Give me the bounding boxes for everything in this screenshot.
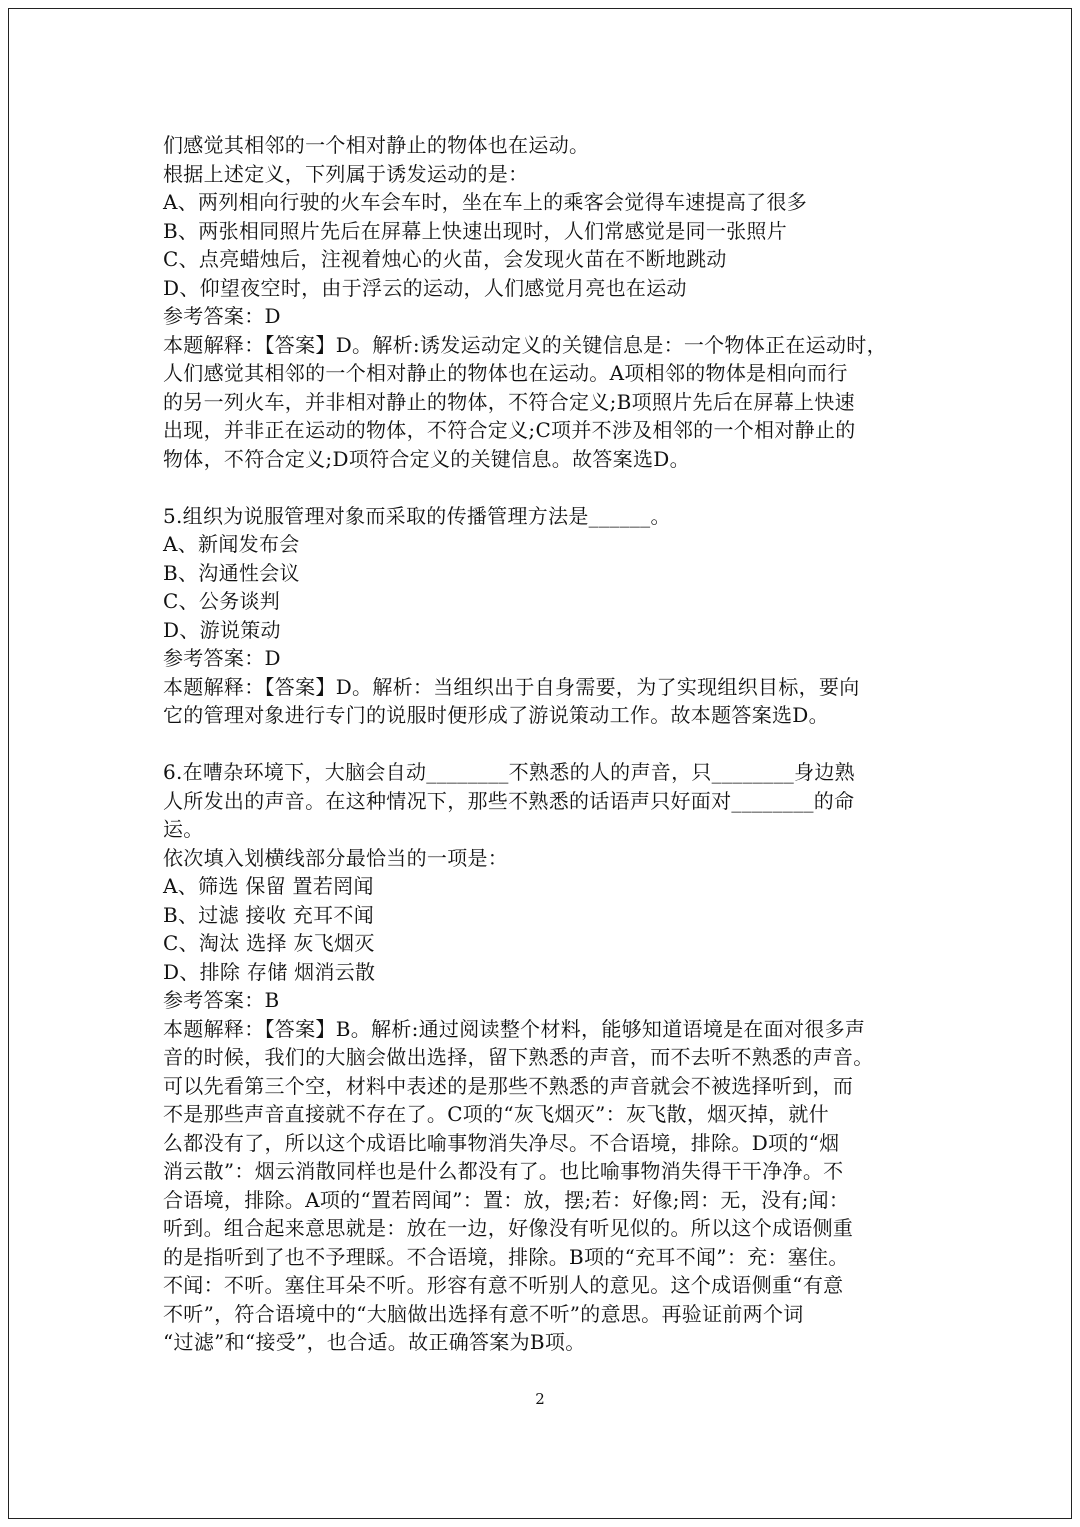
question-5	[163, 502, 933, 730]
option-a: A、筛选 保留 置若罔闻	[163, 874, 374, 898]
option-d: D、仰望夜空时，由于浮云的运动，人们感觉月亮也在运动	[163, 275, 687, 300]
explanation-line: 可以先看第三个空，材料中表述的是那些不熟悉的声音就会不被选择听到，而	[163, 1073, 854, 1098]
option-c: C、公务谈判	[163, 589, 281, 613]
option-a: A、新闻发布会	[163, 532, 300, 556]
explanation-line: 听到。组合起来意思就是：放在一边，好像没有听见似的。所以这个成语侧重	[163, 1216, 854, 1240]
explanation-line: 出现，并非正在运动的物体，不符合定义;C项并不涉及相邻的一个相对静止的	[163, 418, 856, 442]
explanation-line: 不是那些声音直接就不存在了。C项的“灰飞烟灭”：灰飞散，烟灭掉，就什	[163, 1102, 829, 1126]
question-stem: 6.在嘈杂环境下，大脑会自动________不熟悉的人的声音，只________身边熟	[163, 760, 855, 784]
explanation-line: 物体，不符合定义;D项符合定义的关键信息。故答案选D。	[163, 446, 690, 471]
explanation-line: 么都没有了，所以这个成语比喻事物消失净尽。不合语境，排除。D项的“烟	[163, 1130, 840, 1155]
option-c: C、淘汰 选择 灰飞烟灭	[163, 931, 375, 955]
option-b: B、两张相同照片先后在屏幕上快速出现时，人们常感觉是同一张照片	[163, 218, 787, 243]
option-d: D、游说策动	[163, 617, 281, 642]
explanation-line: 本题解释：【答案】B。解析:通过阅读整个材料，能够知道语境是在面对很多声	[163, 1016, 866, 1041]
explanation-line: 不听”，符合语境中的“大脑做出选择有意不听”的意思。再验证前两个词	[163, 1301, 804, 1326]
explanation-line: 人们感觉其相邻的一个相对静止的物体也在运动。A项相邻的物体是相向而行	[163, 361, 848, 385]
question-stem: 5.组织为说服管理对象而采取的传播管理方法是______。	[163, 503, 671, 528]
spacer	[163, 730, 933, 759]
option-d: D、排除 存储 烟消云散	[163, 959, 376, 984]
explanation-line: 的另一列火车，并非相对静止的物体，不符合定义;B项照片先后在屏幕上快速	[163, 389, 855, 414]
explanation-line: 本题解释：【答案】D。解析:诱发运动定义的关键信息是：一个物体正在运动时，	[163, 332, 887, 357]
explanation-line: 不闻：不听。塞住耳朵不听。形容有意不听别人的意见。这个成语侧重“有意	[163, 1273, 844, 1297]
page-number: 2	[535, 1390, 545, 1408]
question-4-continuation	[163, 131, 933, 473]
explanation-line: 合语境，排除。A项的“置若罔闻”：置：放，摆;若：好像;罔：无，没有;闻：	[163, 1187, 850, 1212]
explanation-line: 它的管理对象进行专门的说服时便形成了游说策动工作。故本题答案选D。	[163, 703, 829, 727]
explanation-line: 消云散”：烟云消散同样也是什么都没有了。也比喻事物消失得干干净净。不	[163, 1159, 844, 1183]
explanation-line: 的是指听到了也不予理睬。不合语境，排除。B项的“充耳不闻”：充：塞住。	[163, 1244, 849, 1269]
reference-answer: 参考答案：D	[163, 304, 281, 328]
option-a: A、两列相向行驶的火车会车时，坐在车上的乘客会觉得车速提高了很多	[163, 190, 808, 214]
reference-answer: 参考答案：D	[163, 646, 281, 670]
question-prompt: 依次填入划横线部分最恰当的一项是：	[163, 845, 509, 870]
text-line: 们感觉其相邻的一个相对静止的物体也在运动。	[163, 133, 590, 157]
question-stem: 人所发出的声音。在这种情况下，那些不熟悉的话语声只好面对________的命	[163, 788, 855, 813]
explanation-line: 音的时候，我们的大脑会做出选择，留下熟悉的声音，而不去听不熟悉的声音。	[163, 1045, 874, 1069]
page-content	[163, 131, 933, 1357]
explanation-line: 本题解释：【答案】D。解析：当组织出于自身需要，为了实现组织目标，要向	[163, 674, 860, 699]
option-b: B、沟通性会议	[163, 560, 300, 585]
spacer	[163, 473, 933, 502]
question-stem: 运。	[163, 817, 204, 841]
reference-answer: 参考答案：B	[163, 988, 280, 1012]
option-c: C、点亮蜡烛后，注视着烛心的火苗，会发现火苗在不断地跳动	[163, 247, 727, 271]
explanation-line: “过滤”和“接受”，也合适。故正确答案为B项。	[163, 1330, 586, 1354]
option-b: B、过滤 接收 充耳不闻	[163, 902, 375, 927]
question-6	[163, 758, 933, 1357]
question-prompt: 根据上述定义，下列属于诱发运动的是：	[163, 161, 529, 186]
